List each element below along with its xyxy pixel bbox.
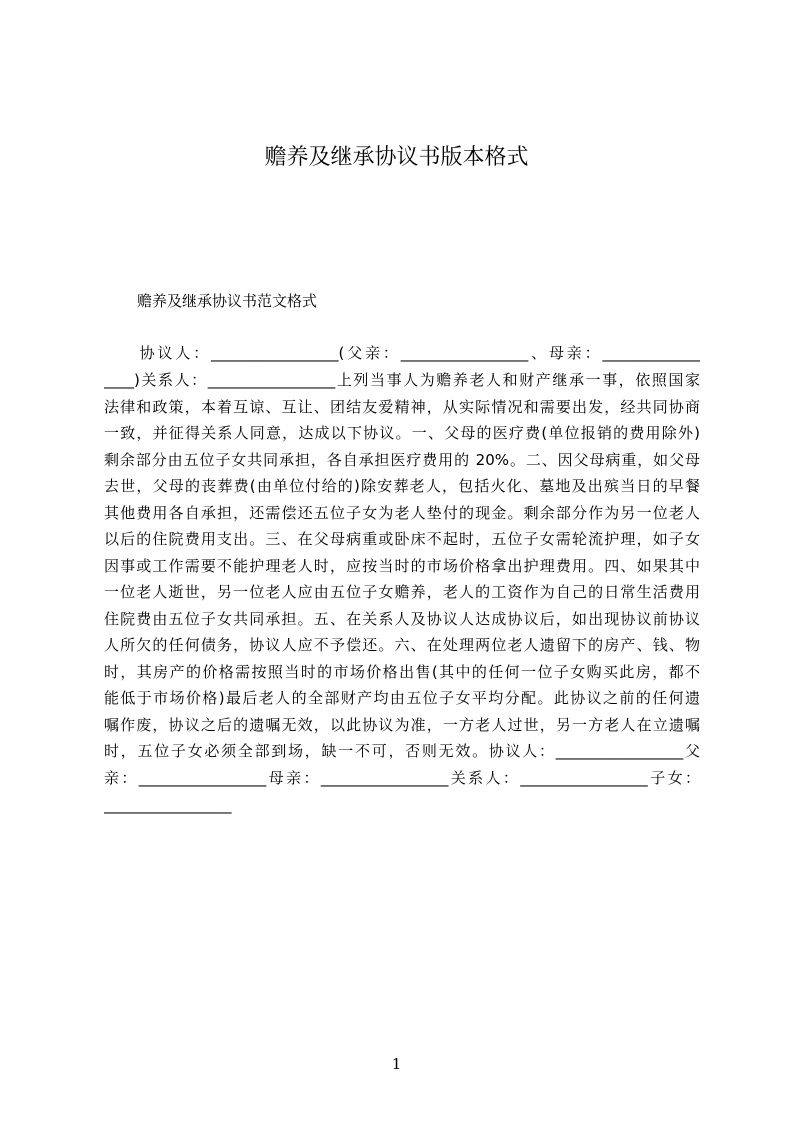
body-line: 时，其房产的价格需按照当时的市场价格出售(其中的任何一位子女购买此房，都不 — [104, 663, 700, 681]
page-number: 1 — [391, 1055, 402, 1073]
body-line: 剩余部分由五位子女共同承担，各自承担医疗费用的 20%。二、因父母病重，如父母 — [104, 451, 700, 469]
body-line: 其他费用各自承担，还需偿还五位子女为老人垫付的现金。剩余部分作为另一位老人 — [104, 504, 700, 522]
body-line: 嘱作废，协议之后的遗嘱无效，以此协议为准，一方老人过世，另一方老人在立遗嘱 — [104, 716, 700, 734]
body-line: ____)关系人：_________________上列当事人为赡养老人和财产继承一事，依照国家 — [104, 371, 700, 389]
body-line: 法律和政策，本着互谅、互让、团结友爱精神，从实际情况和需要出发，经共同协商 — [104, 398, 700, 416]
body-line: 因事或工作需要不能护理老人时，应按当时的市场价格拿出护理费用。四、如果其中 — [104, 557, 700, 575]
body-line: 一致，并征得关系人同意，达成以下协议。一、父母的医疗费(单位报销的费用除外) — [104, 424, 700, 442]
body-line: 住院费由五位子女共同承担。五、在关系人及协议人达成协议后，如出现协议前协议 — [104, 610, 700, 628]
body-line: 去世，父母的丧葬费(由单位付给的)除安葬老人，包括火化、墓地及出殡当日的早餐 — [104, 477, 700, 495]
body-line: 能低于市场价格)最后老人的全部财产均由五位子女平均分配。此协议之前的任何遗 — [104, 689, 700, 707]
body-line: 亲：_________________母亲：_________________关系人：_________________子女： — [104, 769, 700, 787]
body-line: 以后的住院费用支出。三、在父母病重或卧床不起时，五位子女需轮流护理，如子女 — [104, 530, 700, 548]
document-title: 赡养及继承协议书版本格式 — [264, 145, 529, 170]
body-line: 协议人：_________________(父亲：_________________、母亲：_____________ — [104, 344, 700, 362]
body-line: 一位老人逝世，另一位老人应由五位子女赡养，老人的工资作为自己的日常生活费用 — [104, 583, 700, 601]
body-line: 时，五位子女必须全部到场，缺一不可，否则无效。协议人：_________________父 — [104, 742, 700, 760]
body-line: 人所欠的任何债务，协议人应不予偿还。六、在处理两位老人遗留下的房产、钱、物 — [104, 636, 700, 654]
body-line: _________________ — [104, 796, 232, 814]
document-subtitle: 赡养及继承协议书范文格式 — [137, 292, 318, 310]
